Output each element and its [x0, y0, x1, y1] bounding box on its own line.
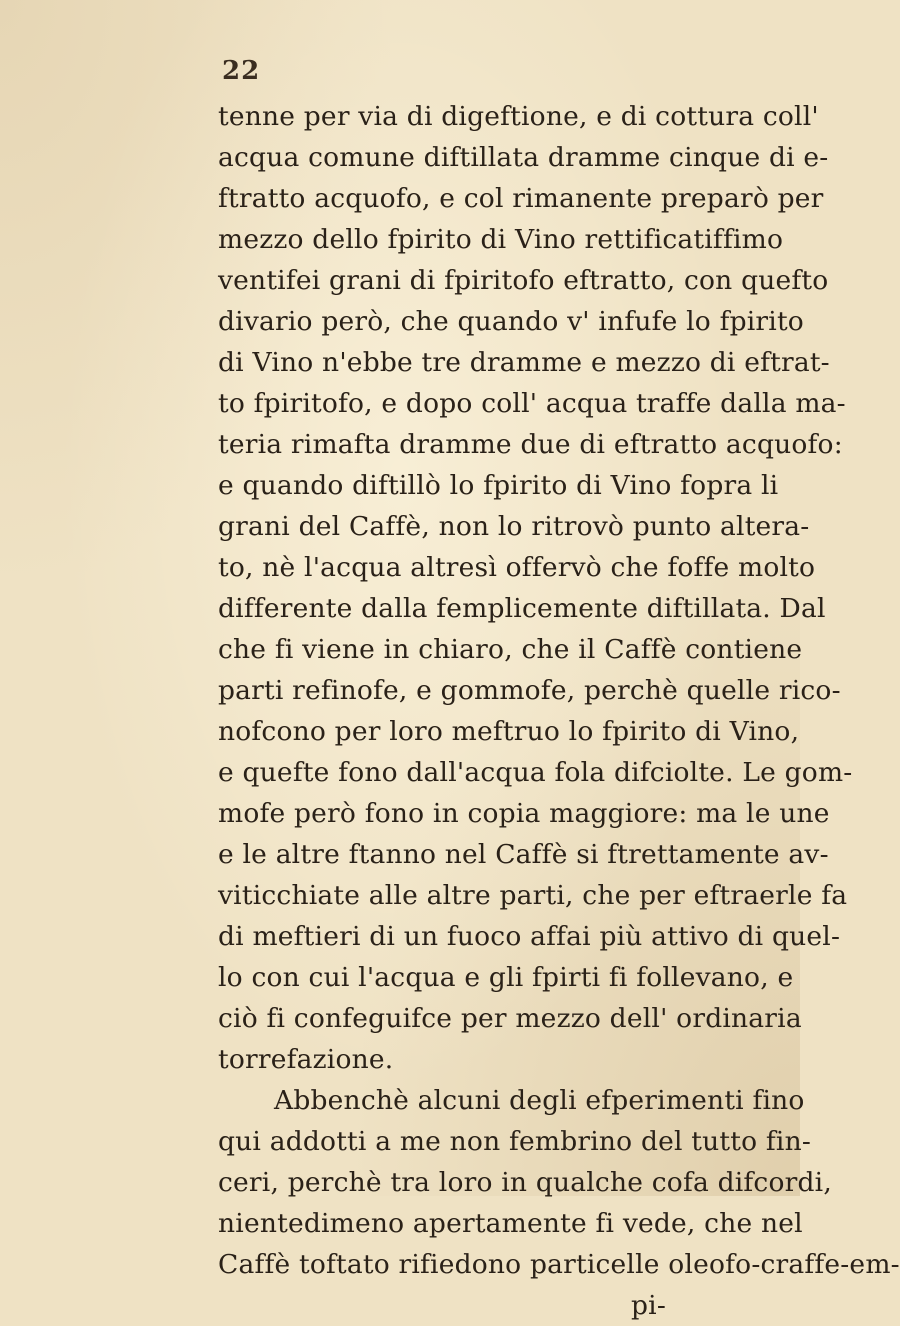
- text-line: di meftieri di un fuoco affai più attivo di quel-: [218, 921, 841, 952]
- text-line: e quefte fono dall'acqua fola difciolte. Le gom-: [218, 757, 853, 788]
- text-line: to, nè l'acqua altresì offervò che foffe molto: [218, 552, 816, 583]
- text-line: nientedimeno apertamente fi vede, che nel: [218, 1208, 803, 1239]
- text-line: ceri, perchè tra loro in qualche cofa difcordi,: [218, 1167, 832, 1198]
- text-line: viticchiate alle altre parti, che per eftraerle fa: [218, 880, 848, 911]
- text-line: nofcono per loro meftruo lo fpirito di Vino,: [218, 716, 800, 747]
- text-line: torrefazione.: [218, 1044, 394, 1075]
- text-line: che fi viene in chiaro, che il Caffè contiene: [218, 634, 803, 665]
- text-line: e quando diftillò lo fpirito di Vino fopra li: [218, 470, 779, 501]
- text-line: mofe però fono in copia maggiore: ma le une: [218, 798, 830, 829]
- body-text: [218, 96, 900, 1326]
- text-line: lo con cui l'acqua e gli fpirti fi follevano, e: [218, 962, 794, 993]
- text-line: di Vino n'ebbe tre dramme e mezzo di eftrat-: [218, 347, 830, 378]
- catchword: pi-: [631, 1290, 666, 1321]
- text-line: differente dalla femplicemente diftillata. Dal: [218, 593, 826, 624]
- page-number: 22: [222, 56, 261, 86]
- text-line: mezzo dello fpirito di Vino rettificatiffimo: [218, 224, 784, 255]
- text-line: qui addotti a me non fembrino del tutto fin-: [218, 1126, 811, 1157]
- text-line: parti refinofe, e gommofe, perchè quelle rico-: [218, 675, 841, 706]
- text-line: teria rimafta dramme due di eftratto acquofo:: [218, 429, 843, 460]
- text-line: to fpiritofo, e dopo coll' acqua traffe dalla ma-: [218, 388, 846, 419]
- text-line: tenne per via di digeftione, e di cottura coll': [218, 101, 819, 132]
- text-line: ciò fi confeguifce per mezzo dell' ordinaria: [218, 1003, 802, 1034]
- text-line: Caffè toftato rifiedono particelle oleofo-craffe-em-: [218, 1249, 900, 1280]
- text-line: ventifei grani di fpiritofo eftratto, con quefto: [218, 265, 829, 296]
- paragraph-start-line: Abbenchè alcuni degli efperimenti fino: [274, 1085, 805, 1116]
- text-line: divario però, che quando v' infufe lo fpirito: [218, 306, 804, 337]
- text-line: ftratto acquofo, e col rimanente preparò per: [218, 183, 824, 214]
- text-line: grani del Caffè, non lo ritrovò punto altera-: [218, 511, 810, 542]
- text-line: acqua comune diftillata dramme cinque di e-: [218, 142, 829, 173]
- text-line: e le altre ftanno nel Caffè si ftrettamente av-: [218, 839, 829, 870]
